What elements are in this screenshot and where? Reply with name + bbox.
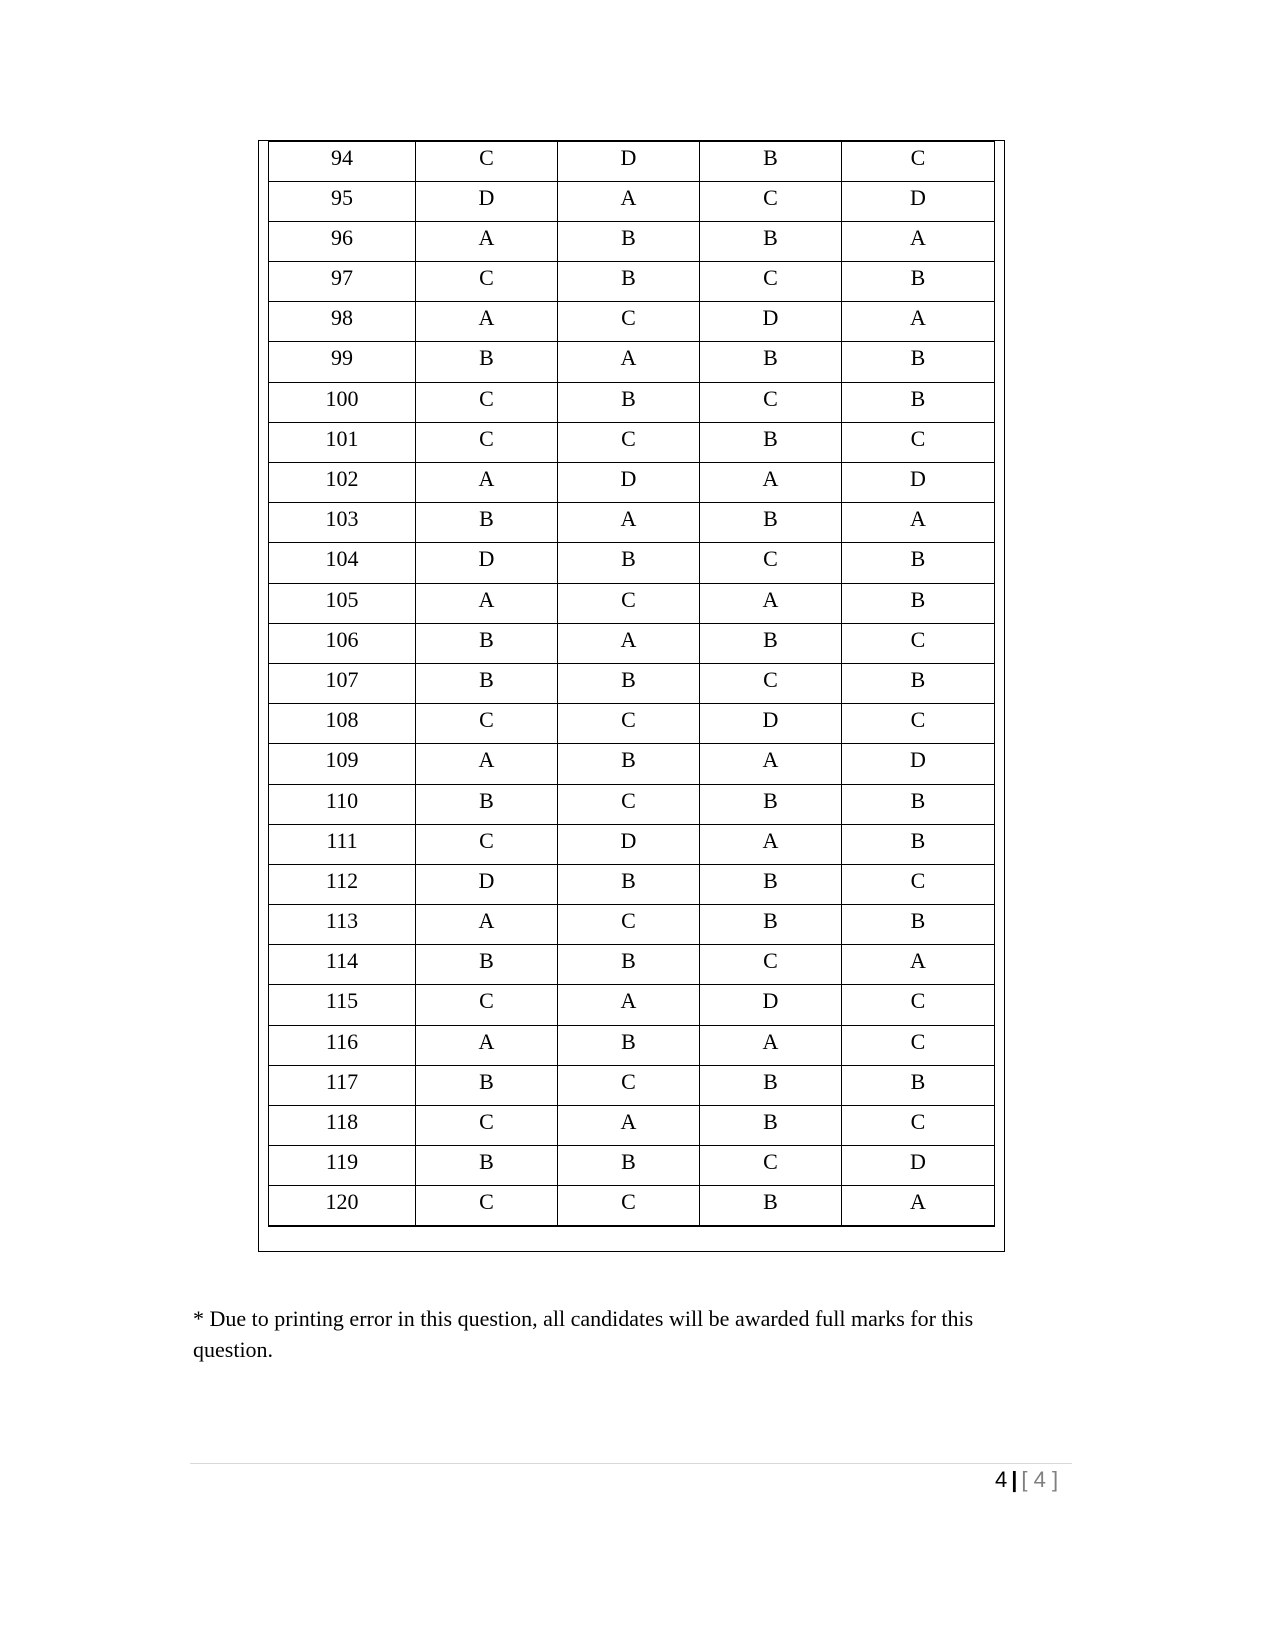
answer-cell: D <box>558 141 700 181</box>
answer-cell: D <box>842 744 995 784</box>
answer-cell: B <box>842 543 995 583</box>
answer-cell: A <box>416 221 558 261</box>
answer-cell: C <box>842 1025 995 1065</box>
answer-cell: B <box>842 382 995 422</box>
table-row <box>269 945 995 985</box>
answer-key-table <box>268 140 995 1227</box>
question-number-cell: 94 <box>269 141 416 181</box>
table-row <box>269 1025 995 1065</box>
answer-cell: A <box>842 302 995 342</box>
answer-cell: B <box>558 382 700 422</box>
answer-cell: C <box>416 382 558 422</box>
answer-cell: C <box>700 543 842 583</box>
answer-cell: C <box>842 864 995 904</box>
page-number <box>995 1465 1058 1495</box>
answer-cell: C <box>416 704 558 744</box>
table-row <box>269 824 995 864</box>
question-number-cell: 120 <box>269 1186 416 1226</box>
answer-cell: C <box>558 1186 700 1226</box>
answer-cell: B <box>558 864 700 904</box>
question-number-cell: 105 <box>269 583 416 623</box>
answer-cell: D <box>416 864 558 904</box>
answer-cell: C <box>842 141 995 181</box>
answer-cell: A <box>558 503 700 543</box>
answer-cell: C <box>558 302 700 342</box>
question-number-cell: 109 <box>269 744 416 784</box>
answer-cell: B <box>700 342 842 382</box>
answer-cell: C <box>700 181 842 221</box>
table-row <box>269 1146 995 1186</box>
answer-cell: B <box>558 543 700 583</box>
answer-cell: C <box>558 784 700 824</box>
table-row <box>269 302 995 342</box>
answer-cell: D <box>416 543 558 583</box>
answer-cell: B <box>700 141 842 181</box>
answer-cell: A <box>416 1025 558 1065</box>
answer-cell: A <box>558 1106 700 1146</box>
answer-cell: B <box>700 1106 842 1146</box>
question-number-cell: 99 <box>269 342 416 382</box>
answer-cell: B <box>416 1065 558 1105</box>
answer-cell: C <box>700 663 842 703</box>
answer-cell: B <box>558 1146 700 1186</box>
answer-cell: B <box>416 1146 558 1186</box>
answer-cell: A <box>700 463 842 503</box>
answer-cell: C <box>842 1106 995 1146</box>
answer-cell: A <box>842 221 995 261</box>
question-number-cell: 102 <box>269 463 416 503</box>
question-number-cell: 100 <box>269 382 416 422</box>
answer-cell: B <box>700 864 842 904</box>
answer-cell: C <box>558 1065 700 1105</box>
answer-cell: C <box>558 583 700 623</box>
answer-cell: A <box>558 623 700 663</box>
answer-cell: B <box>416 663 558 703</box>
answer-cell: D <box>700 704 842 744</box>
question-number-cell: 119 <box>269 1146 416 1186</box>
answer-cell: B <box>416 342 558 382</box>
question-number-cell: 103 <box>269 503 416 543</box>
answer-cell: C <box>842 985 995 1025</box>
table-row <box>269 221 995 261</box>
answer-cell: B <box>558 663 700 703</box>
answer-cell: B <box>700 623 842 663</box>
table-row <box>269 985 995 1025</box>
table-row <box>269 342 995 382</box>
answer-cell: B <box>842 663 995 703</box>
question-number-cell: 106 <box>269 623 416 663</box>
answer-cell: A <box>416 302 558 342</box>
answer-cell: B <box>700 905 842 945</box>
answer-cell: B <box>842 905 995 945</box>
answer-cell: A <box>842 945 995 985</box>
answer-cell: A <box>700 744 842 784</box>
answer-cell: B <box>842 583 995 623</box>
table-row <box>269 784 995 824</box>
answer-cell: D <box>700 302 842 342</box>
answer-cell: D <box>842 181 995 221</box>
answer-cell: A <box>416 583 558 623</box>
answer-key-body <box>269 141 995 1226</box>
table-row <box>269 181 995 221</box>
answer-cell: B <box>416 503 558 543</box>
answer-cell: C <box>416 1186 558 1226</box>
answer-cell: D <box>558 463 700 503</box>
table-row <box>269 704 995 744</box>
footer-divider <box>190 1463 1072 1464</box>
answer-cell: C <box>416 824 558 864</box>
printing-error-note: * Due to printing error in this question, all candidates will be awarded full marks for this question. <box>193 1306 974 1362</box>
answer-cell: C <box>558 704 700 744</box>
answer-cell: C <box>700 262 842 302</box>
answer-cell: B <box>842 342 995 382</box>
answer-cell: B <box>842 824 995 864</box>
question-number-cell: 116 <box>269 1025 416 1065</box>
question-number-cell: 108 <box>269 704 416 744</box>
table-row <box>269 864 995 904</box>
answer-cell: B <box>558 1025 700 1065</box>
answer-cell: C <box>700 382 842 422</box>
answer-cell: B <box>700 784 842 824</box>
answer-cell: B <box>416 784 558 824</box>
question-number-cell: 110 <box>269 784 416 824</box>
answer-cell: C <box>416 422 558 462</box>
answer-cell: C <box>416 141 558 181</box>
answer-cell: C <box>842 623 995 663</box>
answer-cell: B <box>558 744 700 784</box>
question-number-cell: 107 <box>269 663 416 703</box>
answer-cell: D <box>416 181 558 221</box>
table-row <box>269 623 995 663</box>
answer-cell: C <box>700 1146 842 1186</box>
table-row <box>269 583 995 623</box>
answer-cell: A <box>416 905 558 945</box>
page-separator: | <box>1011 1467 1018 1492</box>
table-row <box>269 1186 995 1226</box>
question-number-cell: 101 <box>269 422 416 462</box>
page-total: [ 4 ] <box>1021 1467 1059 1492</box>
answer-cell: C <box>558 422 700 462</box>
question-number-cell: 96 <box>269 221 416 261</box>
answer-cell: A <box>558 342 700 382</box>
table-row <box>269 422 995 462</box>
answer-cell: D <box>558 824 700 864</box>
question-number-cell: 97 <box>269 262 416 302</box>
answer-cell: C <box>416 1106 558 1146</box>
answer-cell: C <box>558 905 700 945</box>
answer-cell: D <box>842 463 995 503</box>
question-number-cell: 98 <box>269 302 416 342</box>
table-row <box>269 382 995 422</box>
table-row <box>269 262 995 302</box>
answer-cell: C <box>700 945 842 985</box>
answer-cell: B <box>700 503 842 543</box>
answer-cell: A <box>700 583 842 623</box>
answer-cell: B <box>842 262 995 302</box>
table-row <box>269 744 995 784</box>
answer-cell: B <box>558 262 700 302</box>
answer-cell: C <box>842 422 995 462</box>
question-number-cell: 117 <box>269 1065 416 1105</box>
question-number-cell: 111 <box>269 824 416 864</box>
table-row <box>269 663 995 703</box>
answer-cell: A <box>700 824 842 864</box>
question-number-cell: 118 <box>269 1106 416 1146</box>
answer-cell: B <box>416 623 558 663</box>
question-number-cell: 114 <box>269 945 416 985</box>
answer-cell: B <box>558 221 700 261</box>
answer-cell: B <box>700 1065 842 1105</box>
table-row <box>269 1065 995 1105</box>
answer-cell: A <box>700 1025 842 1065</box>
answer-cell: B <box>700 1186 842 1226</box>
question-number-cell: 115 <box>269 985 416 1025</box>
question-number-cell: 104 <box>269 543 416 583</box>
table-row <box>269 905 995 945</box>
answer-cell: A <box>558 181 700 221</box>
answer-cell: A <box>842 1186 995 1226</box>
page-current: 4 <box>995 1467 1008 1492</box>
answer-cell: D <box>700 985 842 1025</box>
answer-cell: A <box>416 463 558 503</box>
table-row <box>269 141 995 181</box>
answer-cell: B <box>700 422 842 462</box>
table-row <box>269 1106 995 1146</box>
answer-cell: A <box>558 985 700 1025</box>
table-row <box>269 543 995 583</box>
answer-cell: C <box>416 985 558 1025</box>
answer-cell: B <box>416 945 558 985</box>
answer-cell: C <box>842 704 995 744</box>
answer-cell: C <box>416 262 558 302</box>
question-number-cell: 95 <box>269 181 416 221</box>
answer-cell: D <box>842 1146 995 1186</box>
table-row <box>269 503 995 543</box>
answer-cell: B <box>842 1065 995 1105</box>
answer-cell: B <box>842 784 995 824</box>
question-number-cell: 112 <box>269 864 416 904</box>
question-number-cell: 113 <box>269 905 416 945</box>
answer-cell: A <box>416 744 558 784</box>
answer-cell: B <box>558 945 700 985</box>
table-row <box>269 463 995 503</box>
answer-cell: A <box>842 503 995 543</box>
answer-cell: B <box>700 221 842 261</box>
